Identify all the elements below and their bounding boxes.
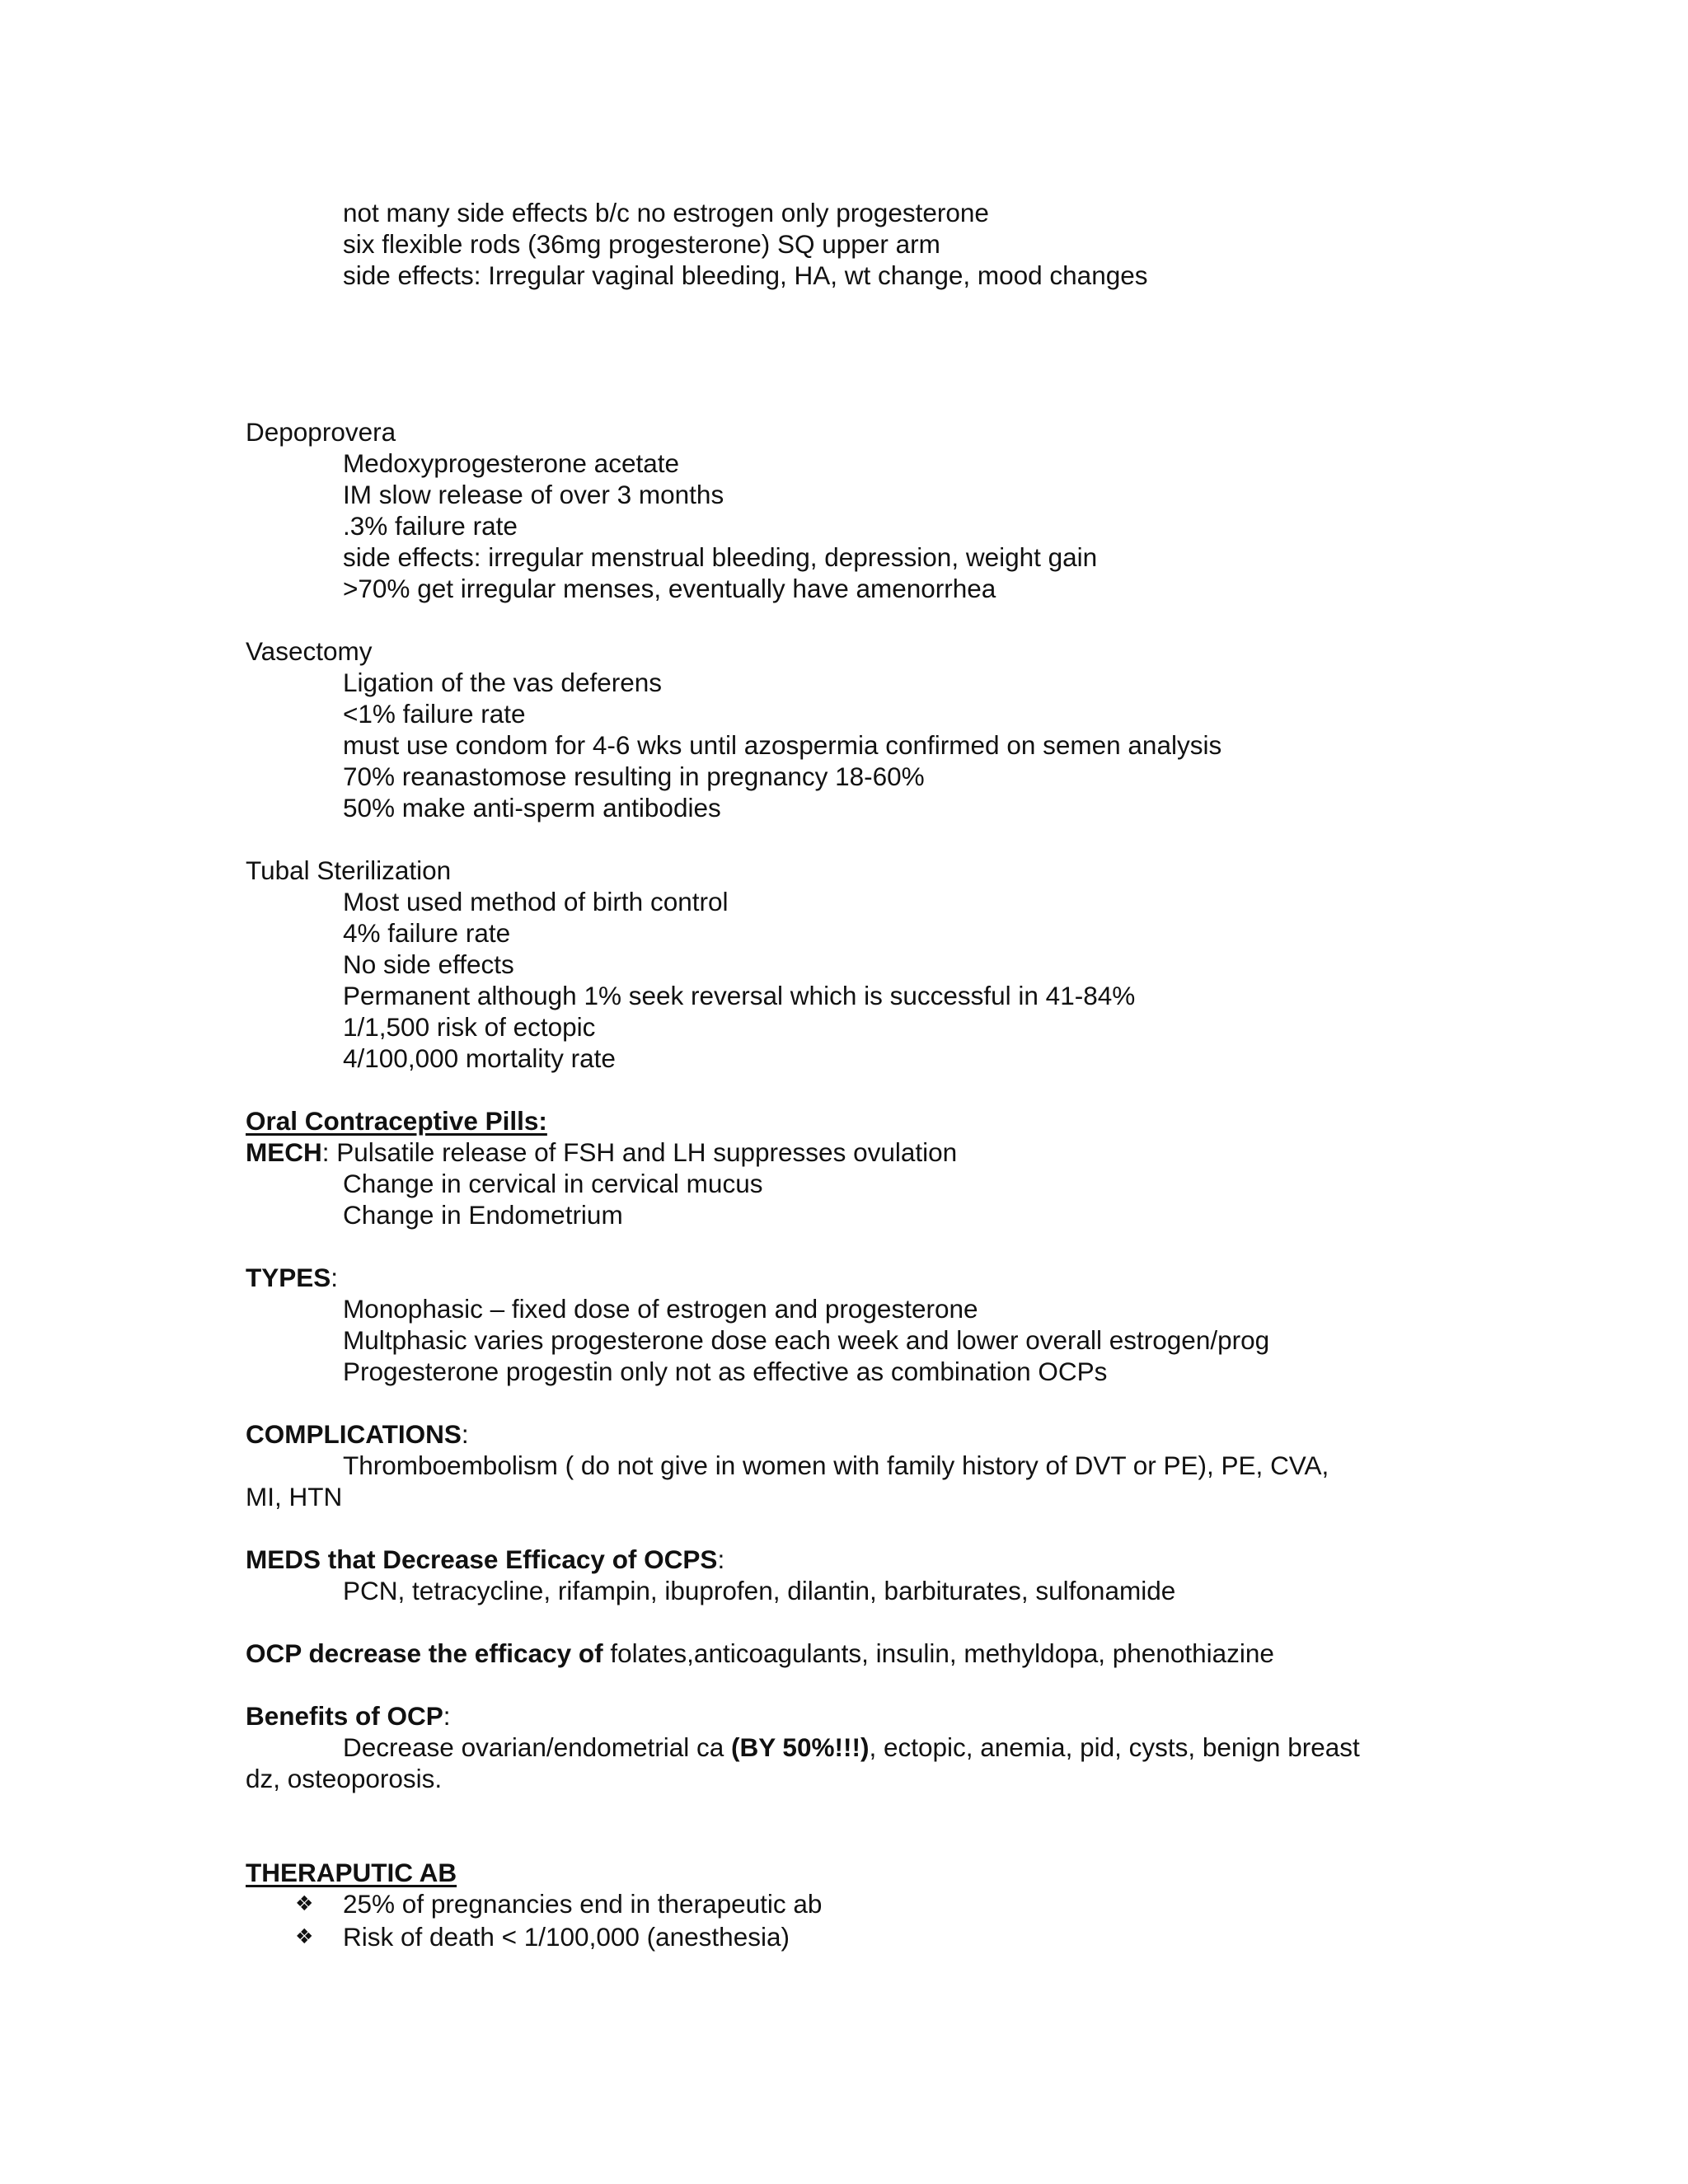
depoprovera-line: .3% failure rate: [343, 511, 518, 541]
tubal-line: 4% failure rate: [343, 918, 511, 948]
ocp-types-line: Multphasic varies progesterone dose each week and lower overall estrogen/prog: [343, 1325, 1270, 1355]
ocp-benefits-label: Benefits of OCP: [246, 1701, 443, 1731]
tubal-line: Most used method of birth control: [343, 887, 729, 916]
ocp-complications-line: Thromboembolism ( do not give in women with family history of DVT or PE), PE, CVA,: [343, 1451, 1329, 1480]
depoprovera-line: side effects: irregular menstrual bleeding, depression, weight gain: [343, 542, 1098, 572]
ocp-complications-label: COMPLICATIONS: [246, 1419, 462, 1449]
vasectomy-line: Ligation of the vas deferens: [343, 668, 663, 697]
ocp-mech-line: Change in cervical in cervical mucus: [343, 1169, 763, 1198]
ocp-benefits-line: dz, osteoporosis.: [246, 1764, 443, 1793]
vasectomy-line: 70% reanastomose resulting in pregnancy 18-60%: [343, 762, 925, 791]
vasectomy-line: <1% failure rate: [343, 699, 526, 729]
ocp-benefits-colon: :: [443, 1701, 451, 1731]
ocp-types-colon: :: [331, 1263, 339, 1292]
therapeutic-bullet-item: Risk of death < 1/100,000 (anesthesia): [343, 1922, 790, 1952]
implant-line: side effects: Irregular vaginal bleeding, HA, wt change, mood changes: [343, 260, 1148, 290]
ocp-decrease-label: OCP decrease the efficacy of: [246, 1638, 603, 1668]
ocp-mech-line: [246, 1137, 957, 1168]
ocp-meds-heading: [246, 1544, 724, 1575]
ocp-benefits-heading: [246, 1700, 451, 1732]
depoprovera-line: Medoxyprogesterone acetate: [343, 448, 680, 478]
ocp-mech-line: Change in Endometrium: [343, 1200, 623, 1230]
vasectomy-line: must use condom for 4-6 wks until azospermia confirmed on semen analysis: [343, 730, 1222, 760]
ocp-benefits-emphasis: (BY 50%!!!): [731, 1732, 870, 1762]
ocp-complications-heading: [246, 1418, 469, 1450]
tubal-line: 1/1,500 risk of ectopic: [343, 1012, 596, 1042]
bullet-diamond-icon: ❖: [295, 1891, 314, 1915]
ocp-complications-colon: :: [461, 1419, 469, 1449]
depoprovera-heading: Depoprovera: [246, 417, 396, 447]
depoprovera-line: IM slow release of over 3 months: [343, 480, 724, 509]
ocp-types-line: Progesterone progestin only not as effective as combination OCPs: [343, 1357, 1108, 1386]
tubal-line: 4/100,000 mortality rate: [343, 1043, 616, 1073]
ocp-benefits-line: [343, 1732, 1360, 1763]
ocp-types-heading: [246, 1262, 338, 1293]
tubal-line: Permanent although 1% seek reversal which is successful in 41-84%: [343, 981, 1136, 1010]
ocp-meds-line: PCN, tetracycline, rifampin, ibuprofen, dilantin, barbiturates, sulfonamide: [343, 1576, 1176, 1605]
ocp-mech-label: MECH: [246, 1137, 322, 1167]
ocp-mech-text: : Pulsatile release of FSH and LH suppresses ovulation: [321, 1137, 958, 1167]
implant-line: six flexible rods (36mg progesterone) SQ upper arm: [343, 229, 940, 259]
ocp-decrease-text: folates,anticoagulants, insulin, methyldopa, phenothiazine: [603, 1638, 1274, 1668]
ocp-meds-label: MEDS that Decrease Efficacy of OCPS: [246, 1544, 718, 1574]
ocp-types-line: Monophasic – fixed dose of estrogen and progesterone: [343, 1294, 978, 1324]
ocp-complications-line: MI, HTN: [246, 1482, 343, 1511]
ocp-heading: Oral Contraceptive Pills:: [246, 1106, 547, 1136]
ocp-benefits-text: Decrease ovarian/endometrial ca: [343, 1732, 731, 1762]
vasectomy-heading: Vasectomy: [246, 636, 373, 666]
ocp-meds-colon: :: [717, 1544, 725, 1574]
bullet-diamond-icon: ❖: [295, 1924, 314, 1948]
therapeutic-bullet-item: 25% of pregnancies end in therapeutic ab: [343, 1889, 823, 1919]
tubal-line: No side effects: [343, 949, 514, 979]
tubal-heading: Tubal Sterilization: [246, 855, 452, 885]
vasectomy-line: 50% make anti-sperm antibodies: [343, 793, 721, 823]
therapeutic-heading: THERAPUTIC AB: [246, 1858, 457, 1887]
ocp-decrease-line: [246, 1638, 1274, 1669]
ocp-types-label: TYPES: [246, 1263, 331, 1292]
ocp-benefits-text: , ectopic, anemia, pid, cysts, benign breast: [869, 1732, 1360, 1762]
implant-line: not many side effects b/c no estrogen only progesterone: [343, 198, 989, 227]
depoprovera-line: >70% get irregular menses, eventually have amenorrhea: [343, 574, 996, 603]
